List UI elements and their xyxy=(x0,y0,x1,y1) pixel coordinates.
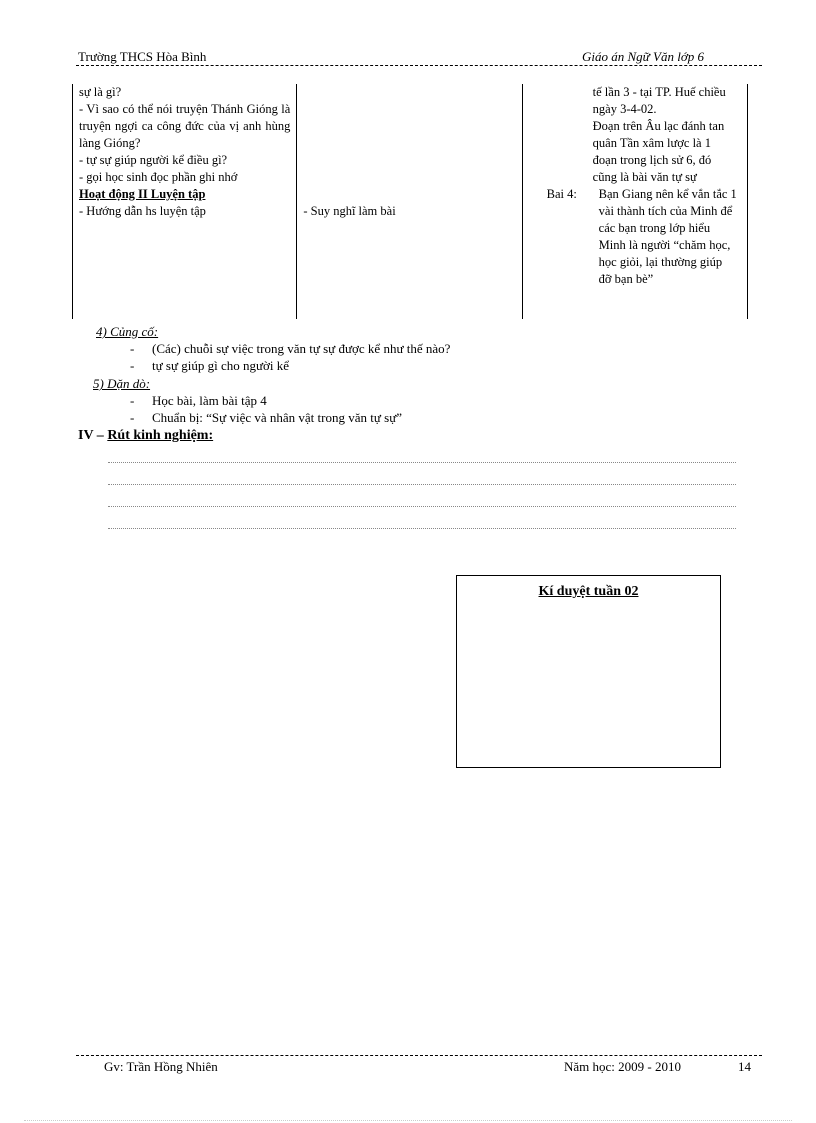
exercise-text: Bạn Giang nên kể vắn tắc 1 vài thành tích của Minh để các bạn trong lớp hiểu Minh là người “chăm học, học giỏi, lại thường giúp đỡ bạn bè” xyxy=(598,187,737,286)
footer-year: Năm học: 2009 - 2010 xyxy=(564,1059,681,1074)
section-iv-title: IV – Rút kinh nghiệm: xyxy=(78,428,214,443)
bullet-dash: - xyxy=(130,410,135,425)
section4-title: 4) Củng cố: xyxy=(96,324,159,339)
header-subject: Giáo án Ngữ Văn lớp 6 xyxy=(582,49,705,64)
footer-teacher: Gv: Trần Hồng Nhiên xyxy=(104,1059,218,1074)
homework-item: Chuẩn bị: “Sự việc và nhân vật trong văn tự sự” xyxy=(152,410,403,425)
header-school: Trường THCS Hòa Bình xyxy=(78,49,207,64)
review-item: (Các) chuỗi sự việc trong văn tự sự được kể như thế nào? xyxy=(152,341,451,356)
question-line: sự là gì? xyxy=(79,85,122,99)
bullet-dash: - xyxy=(130,393,135,408)
content-paragraph: Đoạn trên Âu lạc đánh tan quân Tần xâm lược là 1 đoạn trong lịch sử 6, đó cũng là bài văn tự sự xyxy=(592,119,725,184)
page-number: 14 xyxy=(738,1059,751,1074)
page-edge xyxy=(24,1120,792,1121)
question-line: - gọi học sinh đọc phần ghi nhớ xyxy=(79,170,238,184)
question-line: - Vì sao có thể nói truyện Thánh Gióng là truyện ngợi ca công đức của vị anh hùng làng Gióng? xyxy=(79,102,291,150)
notes-line xyxy=(108,484,736,485)
approval-title: Kí duyệt tuần 02 xyxy=(538,584,639,599)
student-activity-cell xyxy=(297,84,522,319)
question-line: - tự sự giúp người kể điều gì? xyxy=(79,153,228,167)
bullet-dash: - xyxy=(130,341,135,356)
approval-box xyxy=(456,575,721,768)
table-row xyxy=(73,84,748,319)
bullet-dash: - xyxy=(130,358,135,373)
lesson-table xyxy=(72,84,748,319)
homework-item: Học bài, làm bài tập 4 xyxy=(152,393,267,408)
student-practice: - Suy nghĩ làm bài xyxy=(303,204,396,218)
content-continued: tế lần 3 - tại TP. Huế chiều ngày 3-4-02. xyxy=(592,85,726,116)
activity-heading: Hoạt động II Luyện tập xyxy=(79,187,206,201)
notes-line xyxy=(108,506,736,507)
content-cell xyxy=(522,84,747,319)
review-item: tự sự giúp gì cho người kể xyxy=(152,358,290,373)
exercise-label: Bai 4: xyxy=(546,187,577,201)
footer-divider xyxy=(76,1055,762,1056)
practice-guide: - Hướng dẫn hs luyện tập xyxy=(79,204,206,218)
notes-line xyxy=(108,462,736,463)
notes-line xyxy=(108,528,736,529)
teacher-activity-cell xyxy=(73,84,297,319)
section5-title: 5) Dặn dò: xyxy=(93,376,151,391)
header-divider xyxy=(76,65,762,66)
